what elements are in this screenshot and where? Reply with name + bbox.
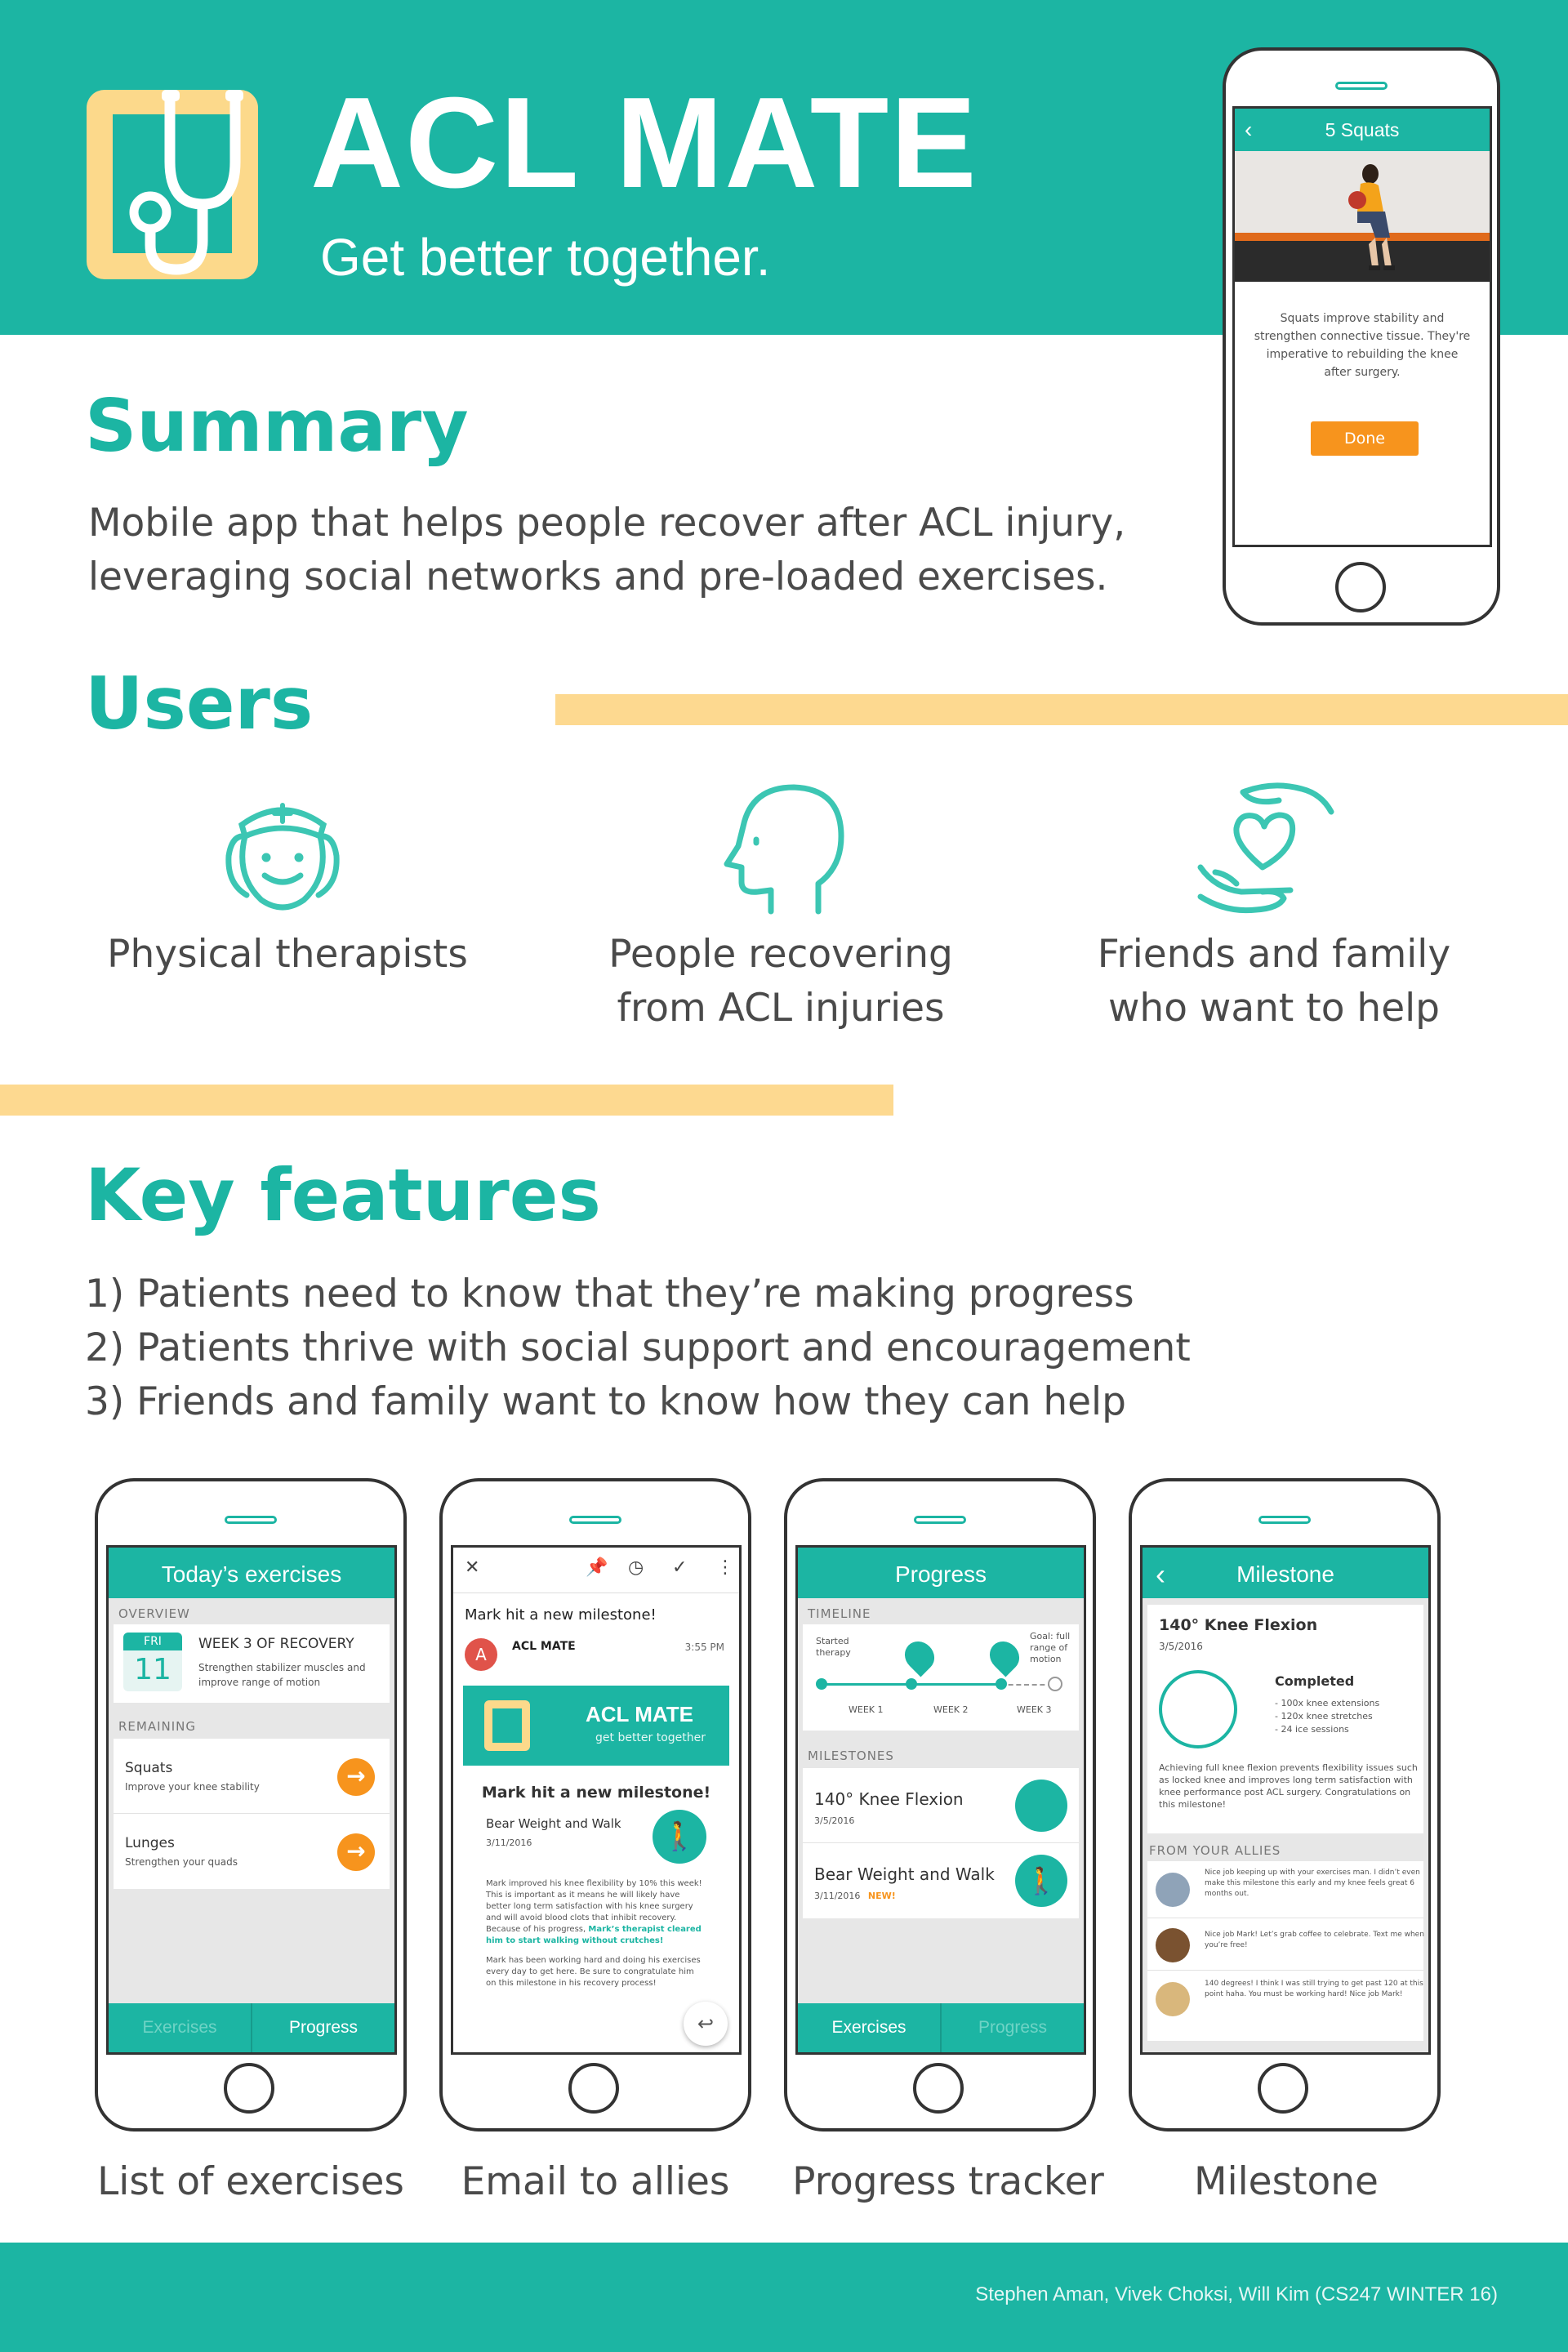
arrow-right-icon[interactable]: →	[337, 1758, 375, 1796]
head-profile-icon	[719, 777, 849, 915]
email-paragraph-2: Mark has been working hard and doing his exercises every day to get here. Be sure to congratulate him on this milestone in his recovery process!	[486, 1956, 701, 1988]
tagline: Get better together.	[320, 228, 771, 287]
new-badge: NEW!	[867, 1891, 896, 1901]
progress-screen	[795, 1545, 1086, 2055]
timeline-line-future	[1000, 1684, 1053, 1686]
summary-text-line2: leveraging social networks and pre-loaded exercises.	[88, 555, 1108, 599]
email-subject: Mark hit a new milestone!	[465, 1606, 657, 1624]
nurse-icon	[214, 777, 351, 915]
timeline-label: TIMELINE	[808, 1606, 871, 1621]
timeline-goal-dot	[1048, 1677, 1062, 1691]
milestones-label: MILESTONES	[808, 1748, 894, 1763]
feature-item-1: 1) Patients need to know that they’re making progress	[85, 1272, 1134, 1316]
pin-icon[interactable]: 📌	[586, 1557, 608, 1578]
calendar-icon: FRI 11	[123, 1633, 182, 1691]
squat-photo	[1235, 151, 1490, 282]
comment-item: Nice job Mark! Let’s grab coffee to celebrate. Text me when you’re free!	[1147, 1918, 1423, 1971]
milestone-item-flexion[interactable]: 140° Knee Flexion 3/5/2016	[803, 1768, 1079, 1843]
exercise-item-squats[interactable]: Squats Improve your knee stability →	[114, 1739, 390, 1814]
comment-item: Nice job keeping up with your exercises man. I didn’t even make this milestone this early and my knee feels great 6 months out.	[1147, 1861, 1423, 1918]
caption-exercises: List of exercises	[97, 2159, 404, 2204]
clock-icon[interactable]: ◷	[628, 1557, 644, 1578]
arrow-right-icon[interactable]: →	[337, 1833, 375, 1871]
summary-heading: Summary	[85, 384, 469, 468]
milestone-item-walk[interactable]: Bear Weight and Walk 3/11/2016 NEW! 🚶	[803, 1843, 1079, 1918]
phone-progress	[784, 1478, 1096, 2132]
tab-progress[interactable]: Progress	[288, 2018, 359, 2037]
knee-icon	[1159, 1670, 1237, 1748]
overview-label: OVERVIEW	[118, 1606, 190, 1621]
avatar	[1156, 1982, 1190, 2016]
tab-exercises[interactable]: Exercises	[109, 2003, 252, 2052]
exercises-screen	[106, 1545, 397, 2055]
user-caption-friends: Friends and family who want to help	[1097, 932, 1451, 1031]
map-pin-knee-icon	[899, 1636, 941, 1677]
features-heading: Key features	[85, 1153, 601, 1237]
back-chevron-icon[interactable]: ‹	[1156, 1557, 1165, 1591]
milestone-app-bar: ‹ Milestone	[1143, 1548, 1428, 1598]
hero-app-bar	[1235, 109, 1490, 151]
progress-app-bar: Progress	[798, 1548, 1084, 1598]
users-heading: Users	[85, 662, 314, 746]
close-icon[interactable]: ✕	[465, 1557, 480, 1578]
timeline-dot	[996, 1678, 1007, 1690]
caption-email: Email to allies	[461, 2159, 730, 2204]
email-paragraph-1: Mark improved his knee flexibility by 10% this week! This is important as it means he will likely have better long term satisfaction with his knee surgery and will avoid blood clots that inhibit recovery. Because of his progress, Mark’s therapist cleared him to start walking without crutches!	[486, 1879, 702, 1945]
tab-progress[interactable]: Progress	[978, 2018, 1048, 2037]
caption-milestone: Milestone	[1194, 2159, 1379, 2204]
home-button	[1258, 2063, 1308, 2114]
knee-icon	[1015, 1780, 1067, 1832]
email-sender-row	[453, 1632, 739, 1681]
allies-label: FROM YOUR ALLIES	[1149, 1843, 1281, 1858]
timeline-dot	[816, 1678, 827, 1690]
reply-button[interactable]: ↩	[684, 2002, 728, 2046]
hero-phone-screen	[1232, 106, 1492, 547]
exercises-app-bar: Today’s exercises	[109, 1548, 394, 1598]
phone-milestone	[1129, 1478, 1441, 2132]
logo-icon	[80, 82, 265, 286]
feature-item-3: 3) Friends and family want to know how they can help	[85, 1379, 1126, 1424]
milestone-screen	[1140, 1545, 1431, 2055]
phone-exercises	[95, 1478, 407, 2132]
caption-progress: Progress tracker	[792, 2159, 1104, 2204]
credits: Stephen Aman, Vivek Choksi, Will Kim (CS247 WINTER 16)	[975, 2283, 1498, 2305]
user-caption-therapists: Physical therapists	[107, 932, 468, 977]
walking-icon: 🚶	[1015, 1855, 1067, 1907]
hero-phone	[1223, 47, 1500, 626]
timeline-dot	[906, 1678, 917, 1690]
avatar	[1156, 1873, 1190, 1907]
email-banner: ACL MATE get better together	[463, 1686, 729, 1766]
sender-avatar: A	[465, 1638, 497, 1671]
banner-logo-icon	[484, 1700, 530, 1751]
phone-email	[439, 1478, 751, 2132]
exercise-title: 5 Squats	[1325, 119, 1400, 140]
email-screen	[451, 1545, 742, 2055]
exercise-item-lunges[interactable]: Lunges Strengthen your quads →	[114, 1814, 390, 1889]
sender-name: ACL MATE	[512, 1640, 576, 1653]
feature-item-2: 2) Patients thrive with social support and encouragement	[85, 1325, 1191, 1370]
user-caption-patients: People recovering from ACL injuries	[608, 932, 953, 1031]
walking-icon: 🚶	[653, 1810, 706, 1864]
week-title: WEEK 3 OF RECOVERY	[198, 1636, 354, 1652]
home-button	[913, 2063, 964, 2114]
map-pin-walk-icon	[984, 1636, 1026, 1677]
app-title: ACL MATE	[310, 71, 978, 215]
exercise-description: Squats improve stability and strengthen connective tissue. They're imperative to rebuilding the knee after surgery.	[1254, 312, 1471, 379]
week-desc: Strengthen stabilizer muscles and improve range of motion	[198, 1662, 366, 1688]
back-chevron-icon[interactable]: ‹	[1245, 117, 1253, 142]
summary-text-line1: Mobile app that helps people recover after ACL injury,	[88, 501, 1126, 546]
divider-bar-users	[555, 694, 1568, 725]
hands-heart-icon	[1194, 776, 1338, 920]
exercises-tab-bar	[109, 2003, 394, 2052]
remaining-label: REMAINING	[118, 1719, 197, 1734]
week-card	[114, 1624, 390, 1703]
done-button[interactable]: Done	[1311, 421, 1419, 456]
home-button	[568, 2063, 619, 2114]
check-icon[interactable]: ✓	[672, 1557, 688, 1578]
progress-tab-bar	[798, 2003, 1084, 2052]
comment-list	[1147, 1861, 1423, 2041]
tab-exercises[interactable]: Exercises	[798, 2003, 942, 2052]
more-vert-icon[interactable]: ⋮	[716, 1557, 734, 1578]
email-body-heading: Mark hit a new milestone!	[481, 1784, 711, 1802]
avatar	[1156, 1928, 1190, 1962]
email-toolbar	[453, 1548, 739, 1593]
milestone-detail-card: 140° Knee Flexion 3/5/2016 Completed - 100x knee extensions - 120x knee stretches - 24 ice sessions Achieving full knee flexion prevents flexibility issues such as locked knee and improves long term satisfaction with knee performance post ACL surgery. Congratulations on this milestone!	[1147, 1605, 1423, 1833]
timeline-card: Started therapy Goal: full range of motion WEEK 1 WEEK 2 WEEK 3	[803, 1624, 1079, 1731]
divider-bar-features	[0, 1085, 893, 1116]
email-milestone-row: Bear Weight and Walk 3/11/2016 🚶	[453, 1810, 739, 1875]
hero-home-button	[1335, 562, 1386, 612]
home-button	[224, 2063, 274, 2114]
email-time: 3:55 PM	[684, 1642, 724, 1653]
comment-item: 140 degrees! I think I was still trying to get past 120 at this point haha. You must be working hard! Nice job Mark!	[1147, 1971, 1423, 2028]
